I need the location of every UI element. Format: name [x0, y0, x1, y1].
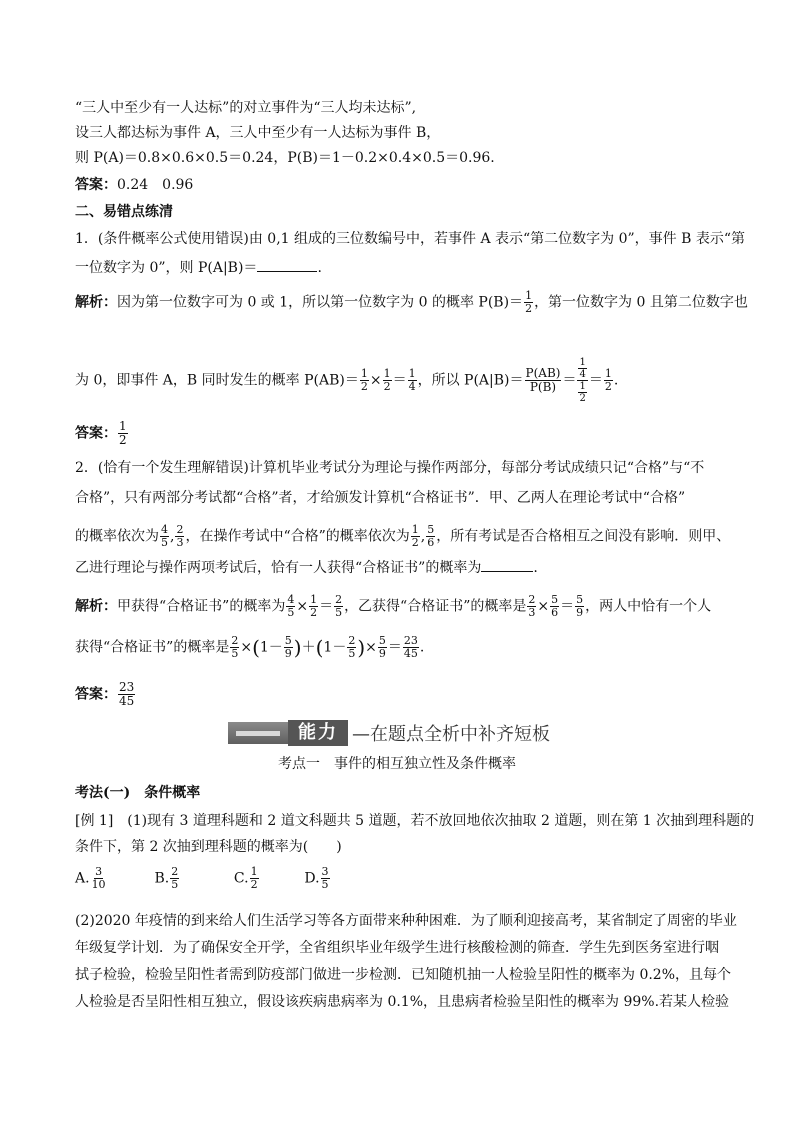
answer-line — [75, 420, 129, 447]
fraction: $\frac{23}{45}$ — [119, 680, 135, 708]
answer-label: 答案： — [75, 425, 117, 442]
answer-value: 0.24 0.96 — [117, 177, 194, 193]
fraction: $\frac{2}{5}$ — [348, 634, 356, 660]
banner-decoration — [228, 722, 288, 744]
section-title: 二、易错点练清 — [75, 204, 173, 220]
fraction: $\frac{4}{5}$ — [161, 523, 168, 549]
kaodian-title: 考点一 事件的相互独立性及条件概率 — [278, 756, 516, 772]
question-2-line: 乙进行理论与操作两项考试后，恰有一人获得“合格证书”的概率为 . — [75, 557, 538, 579]
compound-fraction: 1 4 1 2 — [579, 357, 586, 404]
answer-line — [75, 174, 193, 196]
fraction: $\frac{2}{5}$ — [231, 634, 239, 660]
fraction: $\frac{2}{3}$ — [528, 593, 536, 619]
options-row — [75, 866, 379, 891]
fraction: $\frac{1}{4}$ — [408, 367, 416, 393]
fraction: $\frac{1}{2}$ — [604, 367, 612, 393]
fraction: $\frac{5}{9}$ — [284, 634, 292, 660]
solution-label: 解析： — [75, 598, 117, 615]
fraction: $\frac{23}{45}$ — [403, 634, 418, 660]
solution-line: 解析：因为第一位数字可为 0 或 1，所以第一位数字为 0 的概率 P(B)＝ $\frac{1}{2}$ ，第一位数字为 0 且第二位数字也 — [75, 289, 748, 315]
section-banner — [228, 720, 550, 746]
fraction: $\frac{5}{9}$ — [378, 634, 386, 660]
answer-blank — [257, 257, 317, 272]
kaofa-title: 考法(一) 条件概率 — [75, 785, 201, 801]
question-2-line: 的概率依次为 $\frac{4}{5}$ , $\frac{2}{3}$ ，在操作考试中“合格”的概率依次为 $\frac{1}{2}$ , $\frac{5}{6}$ ，所有考试是否合格相互之间没有影响．则甲、 — [75, 523, 731, 549]
banner-label: 能力 — [288, 720, 348, 746]
answer-blank — [481, 557, 533, 572]
fraction: $\frac{2}{5}$ — [335, 593, 343, 619]
fraction: $\frac{P(AB)}{P(B)}$ — [525, 366, 561, 394]
text-line: 则 P(A)＝0.8×0.6×0.5＝0.24，P(B)＝1－0.2×0.4×0.5＝0.96. — [75, 150, 495, 166]
example-line: [例 1] (1)现有 3 道理科题和 2 道文科题共 5 道题，若不放回地依次抽取 2 道题，则在第 1 次抽到理科题的 — [75, 813, 755, 829]
question-2-line: 2．(恰有一个发生理解错误)计算机毕业考试分为理论与操作两部分，每部分考试成绩只记“合格”与“不 — [75, 460, 705, 476]
answer-label: 答案： — [75, 177, 117, 193]
question-2-line: 合格”，只有两部分考试都“合格”者，才给颁发计算机“合格证书”．甲、乙两人在理论考试中“合格” — [75, 490, 686, 506]
fraction: $\frac{4}{5}$ — [287, 593, 295, 619]
answer-label: 答案： — [75, 686, 117, 703]
option-c[interactable]: C. $\frac{1}{2}$ — [233, 865, 258, 891]
question-1-line: 1．(条件概率公式使用错误)由 0,1 组成的三位数编号中，若事件 A 表示“第二位数字为 0”，事件 B 表示“第 — [75, 231, 746, 247]
solution-line: 为 0，即事件 A，B 同时发生的概率 P(AB)＝ $\frac{1}{2}$ × $\frac{1}{2}$ ＝ $\frac{1}{4}$ ，所以 P(A|B)＝ $\frac{P(AB)}{P(B)}$ ＝ 1 4 1 2 ＝ $\frac{1}{2}$ . — [75, 357, 619, 404]
fraction: $\frac{1}{2}$ — [525, 289, 533, 315]
option-d[interactable]: D. $\frac{3}{5}$ — [304, 865, 329, 891]
example-line: (2)2020 年疫情的到来给人们生活学习等各方面带来种种困难．为了顺利迎接高考，某省制定了周密的毕业 — [75, 913, 737, 929]
fraction: $\frac{1}{2}$ — [119, 419, 127, 447]
fraction: $\frac{2}{3}$ — [176, 523, 184, 549]
solution-line: 获得“合格证书”的概率是 $\frac{2}{5}$ ×(1－ $\frac{5}{9}$ )＋(1－ $\frac{2}{5}$ )× $\frac{5}{9}$ ＝ $\frac{23}{45}$ . — [75, 634, 425, 660]
question-1-line: 一位数字为 0”，则 P(A|B)＝ . — [75, 257, 322, 279]
fraction: $\frac{1}{2}$ — [310, 593, 318, 619]
example-line: 条件下，第 2 次抽到理科题的概率为( ) — [75, 839, 342, 855]
fraction: $\frac{5}{9}$ — [576, 593, 584, 619]
fraction: $\frac{5}{6}$ — [551, 593, 559, 619]
text-line: “三人中至少有一人达标”的对立事件为“三人均未达标”, — [75, 100, 417, 116]
example-line: 人检验是否呈阳性相互独立，假设该疾病患病率为 0.1%，且患病者检验呈阳性的概率为 99%.若某人检验 — [75, 994, 730, 1010]
fraction: $\frac{1}{2}$ — [411, 523, 419, 549]
fraction: $\frac{5}{6}$ — [427, 523, 435, 549]
answer-line — [75, 681, 136, 708]
banner-subtitle: —在题点全析中补齐短板 — [352, 724, 550, 745]
option-b[interactable]: B. $\frac{2}{5}$ — [154, 865, 179, 891]
solution-label: 解析： — [75, 294, 117, 311]
example-line: 年级复学计划．为了确保安全开学，全省组织毕业年级学生进行核酸检测的筛查．学生先到医务室进行咽 — [75, 940, 719, 956]
option-a[interactable]: A. $\frac{3}{10}$ — [75, 865, 106, 891]
solution-line: 解析：甲获得“合格证书”的概率为 $\frac{4}{5}$ × $\frac{1}{2}$ ＝ $\frac{2}{5}$ ，乙获得“合格证书”的概率是 $\frac{2}{3}$ × $\frac{5}{6}$ ＝ $\frac{5}{9}$ ，两人中恰有一个人 — [75, 593, 712, 619]
example-line: 拭子检验，检验呈阳性者需到防疫部门做进一步检测．已知随机抽一人检验呈阳性的概率为 0.2%，且每个 — [75, 967, 732, 983]
fraction: $\frac{1}{2}$ — [360, 367, 368, 393]
text-line: 设三人都达标为事件 A，三人中至少有一人达标为事件 B， — [75, 125, 441, 141]
fraction: $\frac{1}{2}$ — [383, 367, 391, 393]
